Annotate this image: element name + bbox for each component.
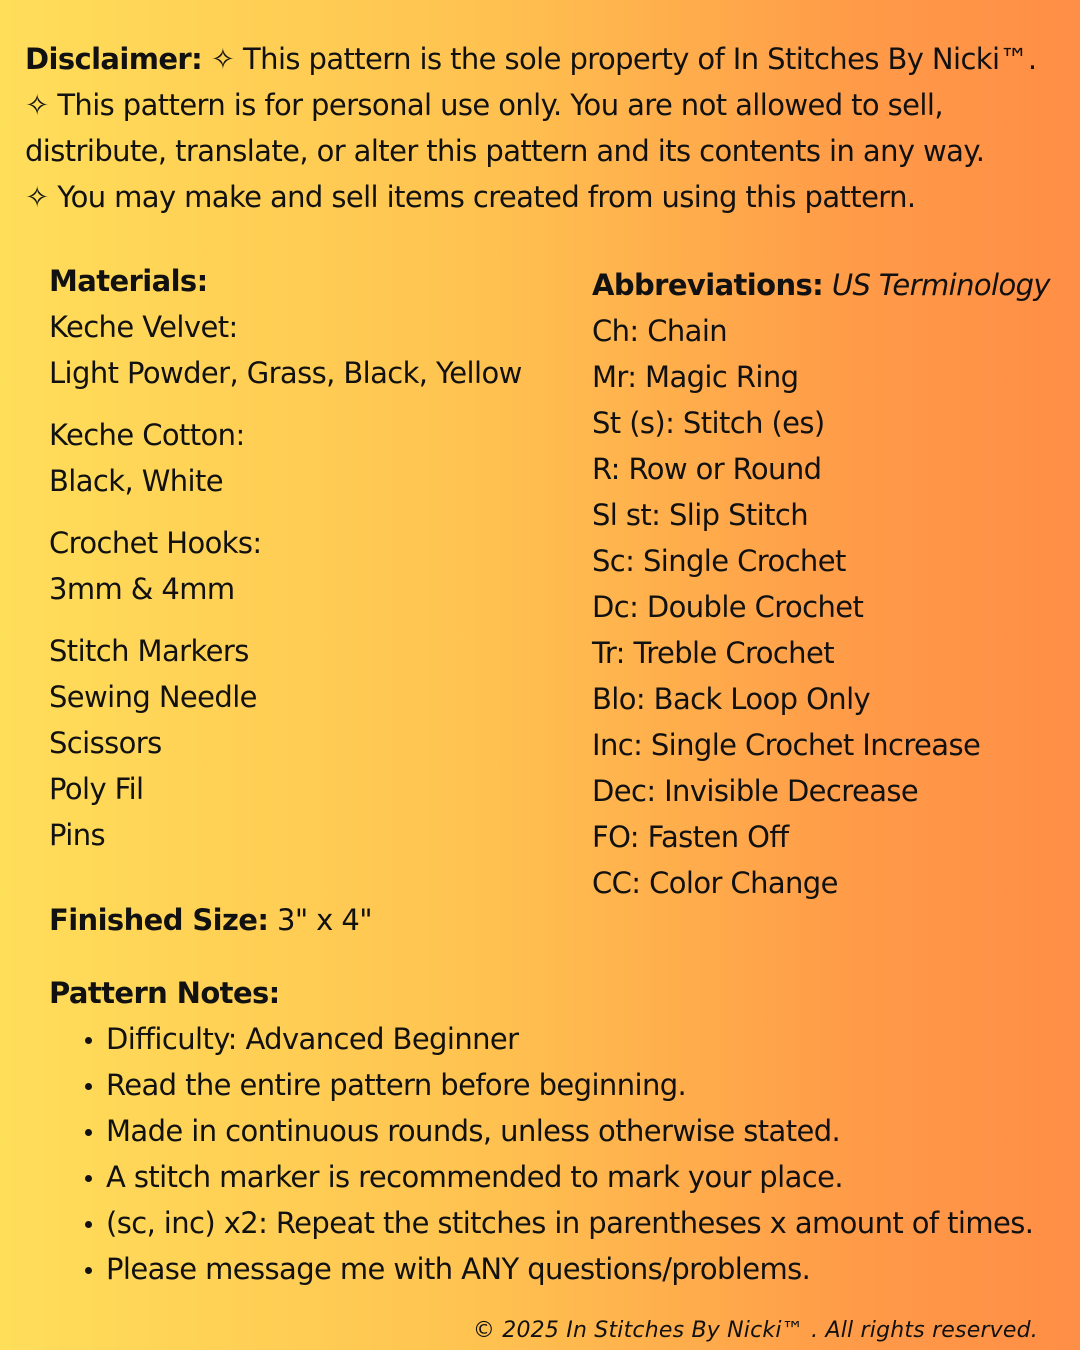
abbreviation-item: FO: Fasten Off — [592, 820, 789, 854]
list-item: Made in continuous rounds, unless otherwise stated. — [79, 1108, 1059, 1154]
abbreviation-item: Mr: Magic Ring — [592, 360, 799, 394]
materials-item: Scissors — [49, 726, 162, 760]
finished-size-value: 3" x 4" — [268, 903, 372, 937]
list-item: (sc, inc) x2: Repeat the stitches in parentheses x amount of times. — [79, 1200, 1059, 1246]
disclaimer-line-4: ✧ You may make and sell items created from using this pattern. — [25, 180, 916, 214]
materials-item: Black, White — [49, 464, 224, 498]
abbreviation-item: Inc: Single Crochet Increase — [592, 728, 981, 762]
materials-item: Keche Cotton: — [49, 418, 245, 452]
materials-item: Stitch Markers — [49, 634, 249, 668]
abbreviation-item: Ch: Chain — [592, 314, 728, 348]
abbreviation-item: St (s): Stitch (es) — [592, 406, 825, 440]
list-item: Read the entire pattern before beginning. — [79, 1062, 1059, 1108]
copyright-notice: © 2025 In Stitches By Nicki™ . All rights reserved. — [472, 1318, 1038, 1343]
abbreviation-item: Sl st: Slip Stitch — [592, 498, 809, 532]
disclaimer-block — [25, 36, 1065, 220]
abbreviations-section — [592, 262, 1072, 906]
materials-item: 3mm & 4mm — [49, 572, 235, 606]
materials-heading: Materials: — [49, 264, 208, 298]
materials-item: Keche Velvet: — [49, 310, 238, 344]
disclaimer-text-1: ✧ This pattern is the sole property of In Stitches By Nicki™. — [202, 42, 1037, 76]
finished-size-label: Finished Size: — [49, 903, 269, 937]
abbreviation-item: Dec: Invisible Decrease — [592, 774, 919, 808]
abbreviation-item: Dc: Double Crochet — [592, 590, 864, 624]
disclaimer-line-3: distribute, translate, or alter this pattern and its contents in any way. — [25, 134, 985, 168]
abbreviation-item: Sc: Single Crochet — [592, 544, 846, 578]
list-item: Please message me with ANY questions/problems. — [79, 1246, 1059, 1292]
abbreviation-item: R: Row or Round — [592, 452, 822, 486]
disclaimer-line-2: ✧ This pattern is for personal use only. You are not allowed to sell, — [25, 88, 943, 122]
abbreviations-heading: Abbreviations: — [592, 268, 824, 302]
materials-group-tools — [49, 628, 569, 858]
materials-item: Sewing Needle — [49, 680, 257, 714]
materials-group-velvet — [49, 304, 569, 396]
abbreviation-item: Tr: Treble Crochet — [592, 636, 834, 670]
pattern-notes-heading: Pattern Notes: — [49, 976, 280, 1010]
list-item: Difficulty: Advanced Beginner — [79, 1016, 1059, 1062]
materials-item: Poly Fil — [49, 772, 144, 806]
pattern-notes-section — [49, 970, 1059, 1292]
materials-group-hooks — [49, 520, 569, 612]
materials-group-cotton — [49, 412, 569, 504]
finished-size — [49, 897, 372, 943]
abbreviation-item: Blo: Back Loop Only — [592, 682, 871, 716]
disclaimer-label: Disclaimer: — [25, 42, 203, 76]
materials-item: Crochet Hooks: — [49, 526, 262, 560]
materials-item: Light Powder, Grass, Black, Yellow — [49, 356, 522, 390]
abbreviations-subheading: US Terminology — [831, 268, 1050, 302]
list-item: A stitch marker is recommended to mark your place. — [79, 1154, 1059, 1200]
pattern-notes-list — [79, 1016, 1059, 1292]
disclaimer-line-1 — [25, 36, 1065, 82]
abbreviations-heading-row — [592, 262, 1072, 308]
materials-item: Pins — [49, 818, 105, 852]
materials-section — [49, 258, 569, 874]
abbreviation-item: CC: Color Change — [592, 866, 838, 900]
